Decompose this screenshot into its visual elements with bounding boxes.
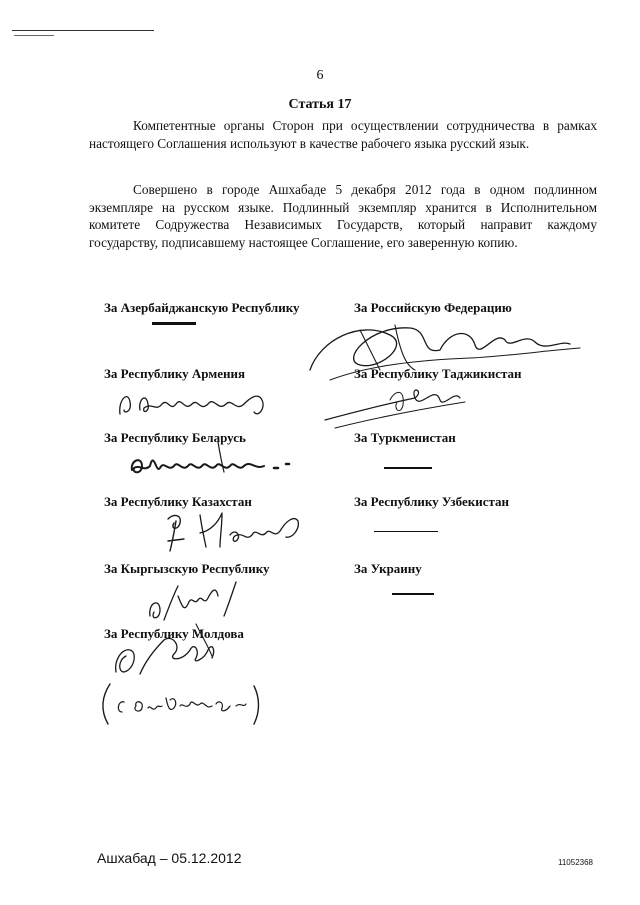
signatory-tajikistan: За Республику Таджикистан <box>354 366 522 381</box>
header-scan-mark-small <box>14 35 54 36</box>
signatory-moldova: За Республику Молдова <box>104 626 244 641</box>
signatory-belarus: За Республику Беларусь <box>104 430 246 445</box>
signatory-kazakhstan: За Республику Казахстан <box>104 494 252 509</box>
signatory-armenia: За Республику Армения <box>104 366 245 381</box>
armenia-signature <box>112 382 282 422</box>
moldova-signature <box>112 620 252 680</box>
uzbekistan-signature-dash <box>374 531 438 532</box>
article-text: Компетентные органы Сторон при осуществлении сотрудничества в рамках настоящего Соглашения используют в качестве рабочего языка русский язык. <box>89 118 597 151</box>
ukraine-signature-dash <box>392 593 434 595</box>
page-number: 6 <box>316 68 324 83</box>
turkmenistan-signature-dash <box>384 467 432 469</box>
kazakhstan-signature <box>160 505 305 555</box>
signatory-azerbaijan: За Азербайджанскую Республику <box>104 300 300 315</box>
signatory-turkmenistan: За Туркменистан <box>354 430 456 445</box>
belarus-signature <box>126 440 306 480</box>
header-scan-mark <box>12 30 154 31</box>
moldova-handwritten-note <box>96 680 276 726</box>
tajikistan-signature <box>315 370 485 430</box>
closing-paragraph: Совершено в городе Ашхабаде 5 декабря 2012 года в одном подлинном экземпляре на русском языке. Подлинный экземпляр хранится в Исполнительном комитете Содружества Независимых Государств, который направит каждому государству, подписавшему настоящее Соглашение, его заверенную копию. <box>89 182 597 250</box>
signatory-kyrgyzstan: За Кыргызскую Республику <box>104 561 270 576</box>
kyrgyzstan-signature <box>144 576 244 626</box>
signatory-uzbekistan: За Республику Узбекистан <box>354 494 509 509</box>
article-title: Статья 17 <box>288 97 352 112</box>
azerbaijan-signature-dash <box>152 322 196 325</box>
signatory-ukraine: За Украину <box>354 561 422 576</box>
footer-place-date: Ашхабад – 05.12.2012 <box>97 850 242 866</box>
signatory-russia: За Российскую Федерацию <box>354 300 512 315</box>
footer-document-code: 11052368 <box>558 858 593 867</box>
